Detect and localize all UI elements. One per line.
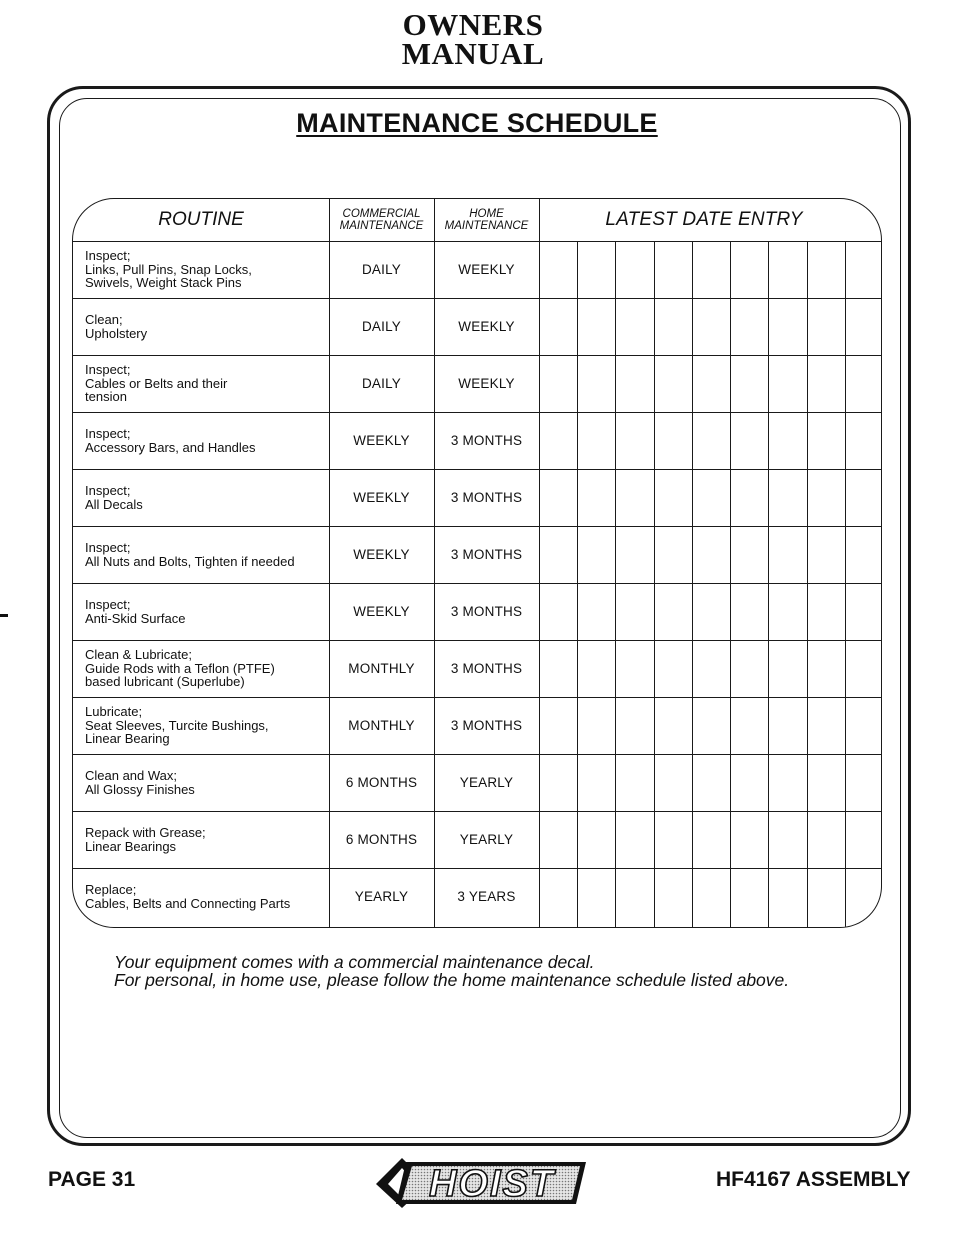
routine-task-line: based lubricant (Superlube) bbox=[85, 674, 245, 690]
edge-mark bbox=[0, 614, 8, 617]
home-frequency: YEARLY bbox=[459, 775, 514, 790]
routine-task bbox=[85, 868, 323, 925]
routine-task bbox=[85, 355, 323, 412]
table-row bbox=[73, 469, 882, 526]
model-assembly: HF4167 ASSEMBLY bbox=[716, 1168, 911, 1191]
routine-task-line: Lubricate; bbox=[85, 704, 143, 720]
maintenance-table bbox=[72, 198, 882, 928]
routine-task-line: Swivels, Weight Stack Pins bbox=[85, 275, 242, 291]
routine-task bbox=[85, 298, 323, 355]
routine-task-line: Upholstery bbox=[85, 325, 148, 341]
routine-task-line: All Glossy Finishes bbox=[85, 781, 195, 797]
date-entry-divider bbox=[615, 241, 616, 928]
routine-task-line: All Decals bbox=[85, 496, 143, 512]
routine-task bbox=[85, 754, 323, 811]
routine-task-line: All Nuts and Bolts, Tighten if needed bbox=[85, 553, 295, 569]
date-entry-divider bbox=[692, 241, 693, 928]
table-row bbox=[73, 298, 882, 355]
header-home-line1: HOME bbox=[469, 208, 504, 220]
date-entry-divider bbox=[577, 241, 578, 928]
routine-task-line: Inspect; bbox=[85, 362, 131, 378]
table-row bbox=[73, 412, 882, 469]
date-entry-divider bbox=[845, 241, 846, 928]
home-frequency: WEEKLY bbox=[458, 319, 515, 334]
routine-task-line: Inspect; bbox=[85, 540, 131, 555]
home-frequency: WEEKLY bbox=[458, 262, 515, 277]
page-number: PAGE 31 bbox=[48, 1168, 136, 1191]
routine-task-line: Inspect; bbox=[85, 426, 131, 441]
table-row bbox=[73, 754, 882, 811]
note-line-1: Your equipment comes with a commercial maintenance decal. bbox=[114, 952, 595, 972]
home-frequency: 3 MONTHS bbox=[450, 547, 523, 562]
home-frequency: 3 YEARS bbox=[457, 889, 516, 904]
header-home bbox=[434, 199, 539, 241]
routine-task-line: Inspect; bbox=[85, 483, 131, 498]
routine-task-line: Inspect; bbox=[85, 597, 131, 612]
commercial-frequency: WEEKLY bbox=[353, 433, 410, 448]
home-frequency: 3 MONTHS bbox=[450, 718, 523, 733]
home-frequency: 3 MONTHS bbox=[450, 433, 523, 448]
table-row bbox=[73, 640, 882, 697]
title-line-1: OWNERS bbox=[402, 7, 544, 42]
header-commercial-line2: MAINTENANCE bbox=[339, 220, 424, 232]
note-line-2: For personal, in home use, please follow the home maintenance schedule listed above. bbox=[114, 970, 790, 990]
routine-task bbox=[85, 241, 323, 298]
date-entry-divider bbox=[654, 241, 655, 928]
routine-task bbox=[85, 640, 323, 697]
home-frequency: 3 MONTHS bbox=[450, 604, 523, 619]
home-frequency: 3 MONTHS bbox=[450, 661, 523, 676]
commercial-frequency: MONTHLY bbox=[348, 718, 415, 733]
routine-task-line: tension bbox=[85, 389, 127, 405]
header-commercial-line1: COMMERCIAL bbox=[342, 208, 421, 220]
routine-task-line: Seat Sleeves, Turcite Bushings, bbox=[85, 717, 269, 733]
commercial-frequency: MONTHLY bbox=[348, 661, 415, 676]
table-row bbox=[73, 697, 882, 754]
routine-task-line: Linear Bearing bbox=[85, 731, 170, 747]
commercial-frequency: DAILY bbox=[361, 319, 401, 334]
schedule-title: MAINTENANCE SCHEDULE bbox=[296, 108, 658, 138]
table-row bbox=[73, 526, 882, 583]
hoist-logo-icon bbox=[372, 1150, 590, 1212]
header-commercial bbox=[329, 199, 434, 241]
routine-task-line: Clean; bbox=[85, 312, 123, 327]
routine-task-line: Accessory Bars, and Handles bbox=[85, 439, 256, 455]
routine-task bbox=[85, 526, 323, 583]
routine-task-line: Guide Rods with a Teflon (PTFE) bbox=[85, 660, 275, 676]
commercial-frequency: WEEKLY bbox=[353, 547, 410, 562]
header-routine: ROUTINE bbox=[158, 209, 244, 230]
logo-wordmark: HOIST bbox=[428, 1163, 556, 1205]
routine-task-line: Links, Pull Pins, Snap Locks, bbox=[85, 261, 252, 277]
commercial-frequency: DAILY bbox=[361, 376, 401, 391]
commercial-frequency: 6 MONTHS bbox=[345, 775, 418, 790]
routine-task-line: Repack with Grease; bbox=[85, 825, 206, 840]
routine-task bbox=[85, 412, 323, 469]
header-latest-date-entry: LATEST DATE ENTRY bbox=[605, 209, 803, 230]
commercial-frequency: YEARLY bbox=[354, 889, 409, 904]
home-frequency: YEARLY bbox=[459, 832, 514, 847]
routine-task-line: Replace; bbox=[85, 882, 137, 897]
routine-task-line: Anti-Skid Surface bbox=[85, 610, 186, 626]
commercial-frequency: 6 MONTHS bbox=[345, 832, 418, 847]
commercial-frequency: DAILY bbox=[361, 262, 401, 277]
table-row bbox=[73, 241, 882, 298]
routine-task-line: Clean & Lubricate; bbox=[85, 647, 192, 663]
date-entry-divider bbox=[730, 241, 731, 928]
commercial-frequency: WEEKLY bbox=[353, 604, 410, 619]
routine-task bbox=[85, 811, 323, 868]
home-frequency: WEEKLY bbox=[458, 376, 515, 391]
routine-task-line: Inspect; bbox=[85, 248, 131, 264]
home-frequency: 3 MONTHS bbox=[450, 490, 523, 505]
header-home-line2: MAINTENANCE bbox=[444, 220, 529, 232]
routine-task bbox=[85, 583, 323, 640]
routine-task bbox=[85, 697, 323, 754]
routine-task bbox=[85, 469, 323, 526]
table-row bbox=[73, 811, 882, 868]
owners-manual-title bbox=[0, 7, 946, 71]
routine-task-line: Cables, Belts and Connecting Parts bbox=[85, 895, 291, 911]
table-row bbox=[73, 355, 882, 412]
routine-task-line: Cables or Belts and their bbox=[85, 375, 228, 391]
table-row bbox=[73, 868, 882, 925]
table-row bbox=[73, 583, 882, 640]
commercial-frequency: WEEKLY bbox=[353, 490, 410, 505]
date-entry-divider bbox=[768, 241, 769, 928]
routine-task-line: Clean and Wax; bbox=[85, 768, 178, 783]
date-entry-divider bbox=[807, 241, 808, 928]
routine-task-line: Linear Bearings bbox=[85, 838, 177, 854]
maintenance-note bbox=[114, 953, 874, 989]
title-line-2: MANUAL bbox=[401, 36, 545, 71]
